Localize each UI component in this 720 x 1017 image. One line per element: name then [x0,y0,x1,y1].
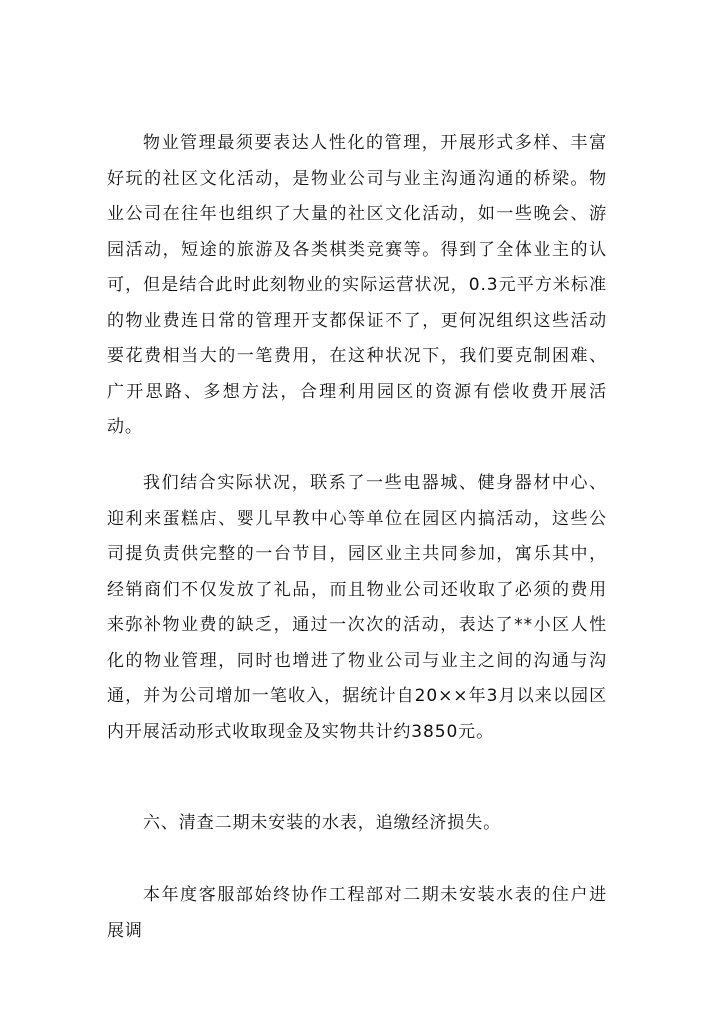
paragraph-vendor-events: 我们结合实际状况，联系了一些电器城、健身器材中心、迎利来蛋糕店、婴儿早教中心等单位在园区内搞活动，这些公司提负责供完整的一台节目，园区业主共同参加，寓乐其中，经销商们不仅发放了礼品，而且物业公司还收取了必须的费用来弥补物业费的缺乏，通过一次次的活动，表达了**小区人性化的物业管理，同时也增进了物业公司与业主之间的沟通与沟通，并为公司增加一笔收入，据统计自20××年3月以来以园区内开展活动形式收取现金及实物共计约3850元。 [107,473,607,742]
paragraph-water-meter-survey: 本年度客服部始终协作工程部对二期未安装水表的住户进展调 [107,885,607,941]
section-heading-water-meters: 六、清查二期未安装的水表，追缴经济损失。 [143,813,501,833]
paragraph-community-activities: 物业管理最须要表达人性化的管理，开展形式多样、丰富好玩的社区文化活动，是物业公司与业主沟通沟通的桥梁。物业公司在往年也组织了大量的社区文化活动，如一些晚会、游园活动，短途的旅游及各类棋类竞赛等。得到了全体业主的认可，但是结合此时此刻物业的实际运营状况，0.3元平方米标准的物业费连日常的管理开支都保证不了，更何况组织这些活动要花费相当大的一笔费用，在这种状况下，我们要克制困难、广开思路、多想方法，合理利用园区的资源有偿收费开展活动。 [107,133,607,437]
